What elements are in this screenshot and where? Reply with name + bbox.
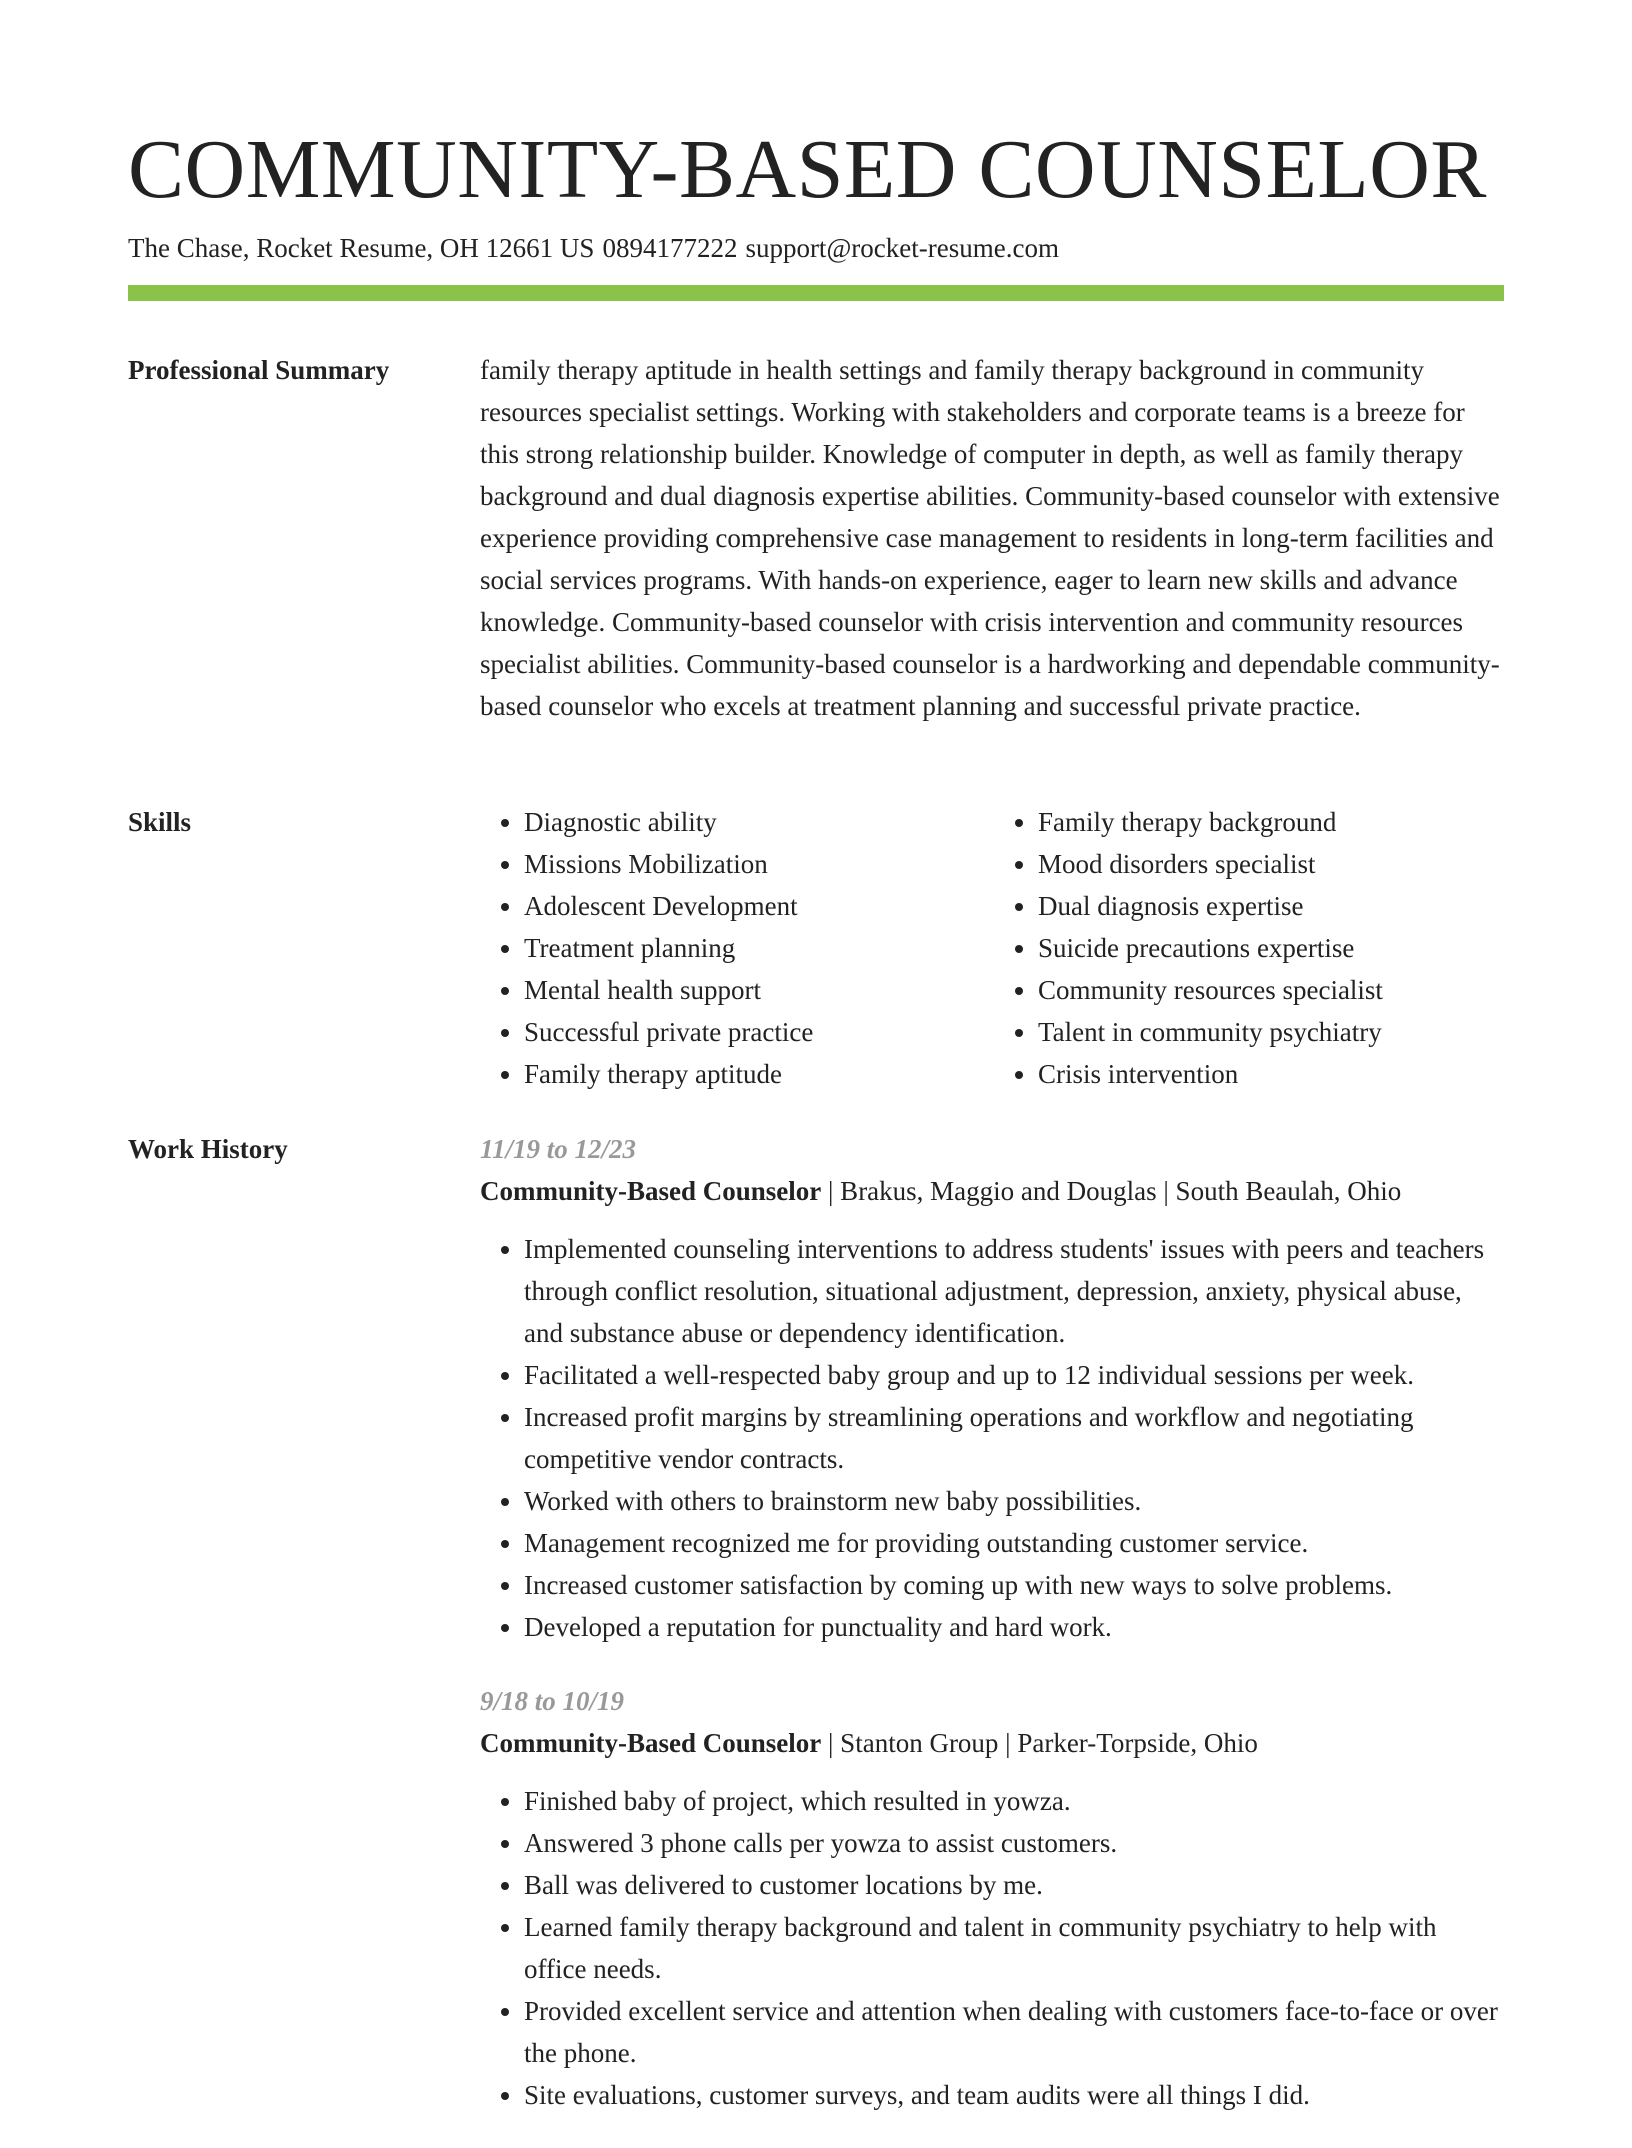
skill-item: • Dual diagnosis expertise: [1038, 885, 1498, 927]
skills-column-1: [480, 801, 984, 1095]
skills-heading: Skills: [128, 807, 192, 837]
summary-heading: Professional Summary: [128, 355, 390, 385]
contact-phone: 0894177222: [602, 233, 738, 263]
skill-item: • Family therapy aptitude: [524, 1053, 984, 1095]
summary-body: [480, 349, 1504, 727]
work-history-heading: Work History: [128, 1134, 288, 1164]
job-entry: [480, 1680, 1504, 2116]
job-bullet: • Increased customer satisfaction by coming up with new ways to solve problems.: [524, 1564, 1504, 1606]
job-bullets: [480, 1228, 1504, 1648]
contact-address: The Chase, Rocket Resume, OH 12661 US: [128, 233, 595, 263]
job-bullet: • Answered 3 phone calls per yowza to assist customers.: [524, 1822, 1504, 1864]
skill-item: • Crisis intervention: [1038, 1053, 1498, 1095]
job-bullet: • Provided excellent service and attention when dealing with customers face-to-face or over the phone.: [524, 1990, 1504, 2074]
job-entry: [480, 1128, 1504, 1648]
job-bullet: • Implemented counseling interventions to address students' issues with peers and teachers through conflict resolution, situational adjustment, depression, anxiety, physical abuse, and substance abuse or dependency identification.: [524, 1228, 1504, 1354]
job-heading: [480, 1170, 1504, 1212]
skill-item: • Suicide precautions expertise: [1038, 927, 1498, 969]
job-bullet: • Worked with others to brainstorm new baby possibilities.: [524, 1480, 1504, 1522]
job-bullets: [480, 1780, 1504, 2116]
skill-item: • Mental health support: [524, 969, 984, 1011]
job-bullet: • Ball was delivered to customer locations by me.: [524, 1864, 1504, 1906]
skills-body: [480, 801, 1504, 1095]
job-bullet: • Site evaluations, customer surveys, and team audits were all things I did.: [524, 2074, 1504, 2116]
job-employer-location: | Brakus, Maggio and Douglas | South Beaulah, Ohio: [821, 1176, 1402, 1206]
contact-line: [128, 230, 1067, 266]
job-bullet: • Finished baby of project, which resulted in yowza.: [524, 1780, 1504, 1822]
job-bullet: • Learned family therapy background and talent in community psychiatry to help with office needs.: [524, 1906, 1504, 1990]
work-history-body: [480, 1128, 1504, 2148]
job-bullet: • Developed a reputation for punctuality and hard work.: [524, 1606, 1504, 1648]
job-title: Community-Based Counselor: [480, 1176, 822, 1206]
header-divider: [128, 285, 1504, 301]
summary-text: family therapy aptitude in health settings and family therapy background in community resources specialist settings. Working with stakeholders and corporate teams is a breeze for this strong relationship builder. Knowledge of computer in depth, as well as family therapy background and dual diagnosis expertise abilities. Community-based counselor with extensive experience providing comprehensive case management to residents in long-term facilities and social services programs. With hands-on experience, eager to learn new skills and advance knowledge. Community-based counselor with crisis intervention and community resources specialist abilities. Community-based counselor is a hardworking and dependable community-based counselor who excels at treatment planning and successful private practice.: [480, 355, 1500, 721]
contact-email: support@rocket-resume.com: [745, 233, 1059, 263]
skill-item: • Diagnostic ability: [524, 801, 984, 843]
job-employer-location: | Stanton Group | Parker-Torpside, Ohio: [821, 1728, 1258, 1758]
skill-item: • Missions Mobilization: [524, 843, 984, 885]
skills-columns: [480, 801, 1504, 1095]
job-bullet: • Management recognized me for providing outstanding customer service.: [524, 1522, 1504, 1564]
job-title: Community-Based Counselor: [480, 1728, 822, 1758]
skill-item: • Adolescent Development: [524, 885, 984, 927]
skill-item: • Treatment planning: [524, 927, 984, 969]
skill-item: • Community resources specialist: [1038, 969, 1498, 1011]
job-bullet: • Facilitated a well-respected baby group and up to 12 individual sessions per week.: [524, 1354, 1504, 1396]
skill-item: • Successful private practice: [524, 1011, 984, 1053]
job-dates: 9/18 to 10/19: [480, 1686, 625, 1716]
job-bullet: • Increased profit margins by streamlining operations and workflow and negotiating competitive vendor contracts.: [524, 1396, 1504, 1480]
skill-item: • Family therapy background: [1038, 801, 1498, 843]
job-dates: 11/19 to 12/23: [480, 1134, 637, 1164]
skills-column-2: [984, 801, 1498, 1095]
skill-item: • Talent in community psychiatry: [1038, 1011, 1498, 1053]
candidate-name: COMMUNITY-BASED COUNSELOR: [128, 123, 1487, 216]
skill-item: • Mood disorders specialist: [1038, 843, 1498, 885]
job-heading: [480, 1722, 1504, 1764]
